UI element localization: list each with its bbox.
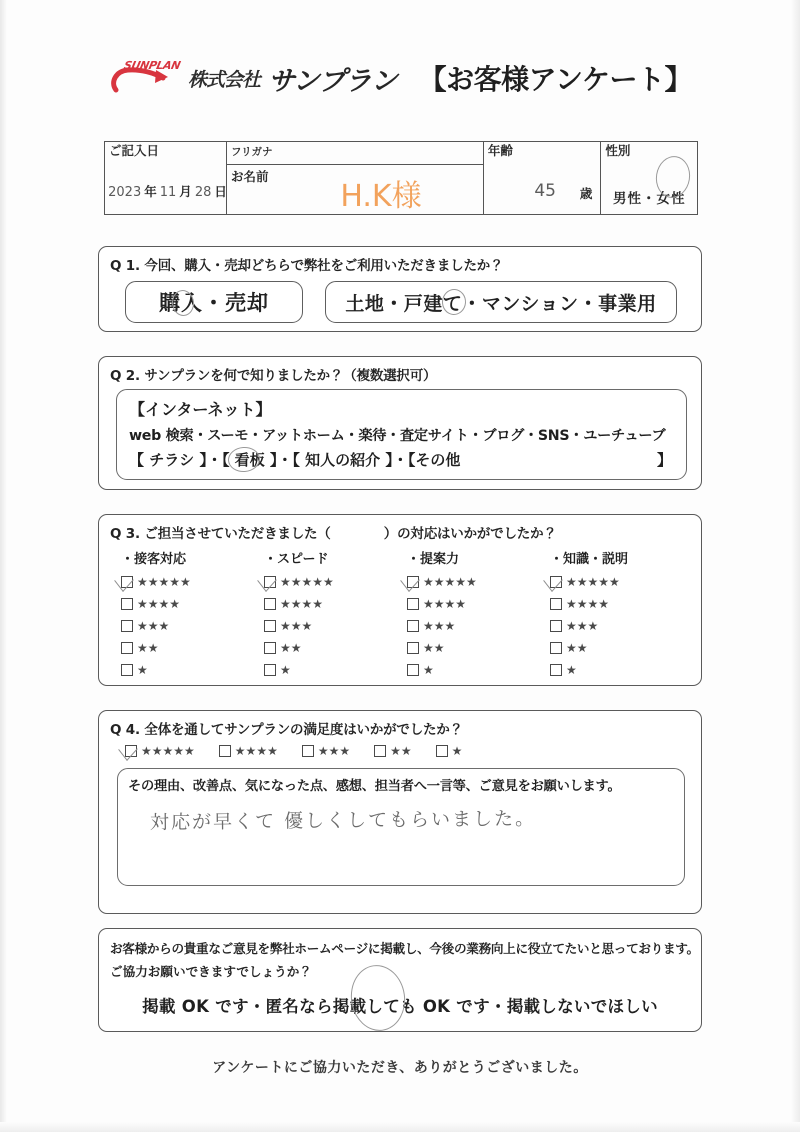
question-2-heading: Q 2. サンプランを何で知りましたか？（複数選択可）	[110, 368, 437, 384]
scan-edge-bottom	[0, 1122, 800, 1132]
scan-edge-right	[791, 0, 800, 1132]
q3-c1-stars-5: ★★★★★	[280, 574, 334, 589]
date-day-value: 28	[194, 184, 212, 200]
q3-c2-row-2[interactable]	[407, 640, 550, 655]
question-4-heading: Q 4. 全体を通してサンプランの満足度はいかがでしたか？	[110, 722, 463, 738]
q3-c1-row-5[interactable]	[264, 574, 407, 589]
furigana-label-text: フリガナ	[231, 146, 273, 158]
q1-option-property-type[interactable]	[325, 281, 677, 323]
checkbox-icon[interactable]	[219, 745, 231, 757]
q3-c1-row-3[interactable]	[264, 618, 407, 633]
q3-column-proposal	[407, 548, 550, 684]
q4-stars-4: ★★★★	[234, 743, 278, 758]
date-year-unit: 年	[144, 183, 157, 199]
date-month-value: 11	[159, 184, 177, 200]
q3-c3-row-4[interactable]	[550, 596, 693, 611]
q4-comment-label: その理由、改善点、気になった点、感想、担当者へ一言等、ご意見をお願いします。	[128, 779, 621, 794]
q3-c1-row-2[interactable]	[264, 640, 407, 655]
q3-c1-stars-3: ★★★	[280, 618, 313, 633]
checkbox-icon[interactable]	[407, 576, 419, 588]
checkbox-icon[interactable]	[121, 642, 133, 654]
q3-c1-row-4[interactable]	[264, 596, 407, 611]
q3-c0-row-1[interactable]	[121, 662, 264, 677]
q3-c2-stars-4: ★★★★	[423, 596, 467, 611]
scan-edge-left	[0, 0, 7, 1132]
q3-col-0-label: ・接客対応	[121, 552, 187, 567]
q3-column-customer-service	[121, 548, 264, 684]
q3-c2-row-5[interactable]	[407, 574, 550, 589]
q4-comment-value: 対応が早くて 優しくしてもらいました。	[149, 807, 537, 834]
consent-options-label: 掲載 OK です・匿名なら掲載しても OK です・掲載しないでほしい	[142, 997, 658, 1016]
date-year-value: 2023	[108, 184, 142, 200]
checkbox-icon[interactable]	[374, 745, 386, 757]
age-label: 年齢	[487, 143, 513, 158]
checkbox-icon[interactable]	[264, 598, 276, 610]
q1-option-1-label: 購入・売却	[159, 291, 269, 315]
q3-c3-stars-2: ★★	[566, 640, 588, 655]
consent-line-2: ご協力お願いできますでしょうか？	[110, 964, 312, 979]
q3-c3-stars-5: ★★★★★	[566, 574, 620, 589]
q4-stars-5: ★★★★★	[141, 743, 195, 758]
q4-stars-3: ★★★	[317, 743, 351, 758]
q2-options-panel	[116, 389, 687, 480]
q4-stars-2: ★★	[390, 743, 412, 758]
q3-c0-row-3[interactable]	[121, 618, 264, 633]
customer-name-value: H.K様	[340, 178, 422, 214]
checkbox-icon[interactable]	[264, 664, 276, 676]
q4-row-2[interactable]	[374, 743, 412, 758]
q3-c2-row-4[interactable]	[407, 596, 550, 611]
q4-row-3[interactable]	[302, 743, 350, 758]
q3-column-knowledge	[550, 548, 693, 684]
logo-wordmark: SUNPLAN	[122, 59, 182, 72]
date-label: ご記入日	[109, 143, 160, 158]
checkbox-icon[interactable]	[550, 664, 562, 676]
checkbox-icon[interactable]	[264, 642, 276, 654]
checkbox-icon[interactable]	[550, 598, 562, 610]
q3-c2-stars-5: ★★★★★	[423, 574, 477, 589]
gender-label: 性別	[605, 143, 631, 158]
q1-option-2-label: 土地・戸建て・マンション・事業用	[345, 292, 657, 315]
checkbox-icon[interactable]	[121, 664, 133, 676]
checkbox-icon[interactable]	[125, 745, 137, 757]
date-month-unit: 月	[179, 183, 192, 199]
sunplan-logo-icon	[108, 58, 182, 98]
q3-c3-row-3[interactable]	[550, 618, 693, 633]
q3-c0-stars-1: ★	[137, 662, 148, 677]
q2-internet-options[interactable]: web 検索・スーモ・アットホーム・楽待・査定サイト・ブログ・SNS・ユーチューブ	[129, 428, 666, 444]
q3-c3-row-1[interactable]	[550, 662, 693, 677]
q3-col-1-label: ・スピード	[264, 552, 329, 567]
q2-other-bracket-close: 】	[656, 451, 672, 469]
furigana-label	[227, 142, 483, 165]
q3-col-3-label: ・知識・説明	[550, 552, 629, 567]
q3-col-2-label: ・提案力	[407, 552, 460, 567]
q3-column-speed	[264, 548, 407, 684]
checkbox-icon[interactable]	[407, 664, 419, 676]
q4-stars-1: ★	[451, 743, 463, 758]
checkbox-icon[interactable]	[264, 620, 276, 632]
checkbox-icon[interactable]	[436, 745, 448, 757]
q3-c3-row-2[interactable]	[550, 640, 693, 655]
gender-value-row	[601, 165, 697, 216]
name-cell	[227, 142, 484, 214]
consent-options[interactable]	[99, 993, 701, 1017]
age-cell	[484, 142, 602, 214]
respondent-info-table	[104, 141, 698, 215]
checkbox-icon[interactable]	[121, 598, 133, 610]
q3-c3-stars-1: ★	[566, 662, 577, 677]
question-1-heading: Q 1. 今回、購入・売却どちらで弊社をご利用いただきましたか？	[110, 258, 504, 274]
question-2-box	[98, 356, 702, 490]
q4-comment-box[interactable]	[117, 768, 685, 886]
company-prefix: 株式会社	[188, 68, 261, 91]
q4-row-4[interactable]	[219, 743, 278, 758]
q1-option-transaction-type[interactable]	[125, 281, 303, 323]
q3-c1-stars-2: ★★	[280, 640, 302, 655]
checkbox-icon[interactable]	[121, 620, 133, 632]
q2-internet-category[interactable]: 【インターネット】	[129, 400, 272, 419]
question-3-heading: Q 3. ご担当させていただきました（ ）の対応はいかがでしたか？	[110, 526, 557, 542]
q3-c2-row-1[interactable]	[407, 662, 550, 677]
checkbox-icon[interactable]	[407, 642, 419, 654]
footer-thanks: アンケートにご協力いただき、ありがとうございました。	[212, 1060, 588, 1076]
age-unit: 歳	[579, 186, 593, 201]
q3-c2-row-3[interactable]	[407, 618, 550, 633]
q3-c3-stars-3: ★★★	[566, 618, 599, 633]
page-header	[0, 58, 800, 98]
checkbox-icon[interactable]	[550, 642, 562, 654]
q3-c0-row-2[interactable]	[121, 640, 264, 655]
q3-c1-row-1[interactable]	[264, 662, 407, 677]
q3-c1-stars-1: ★	[280, 662, 291, 677]
publication-consent-box	[98, 928, 702, 1032]
q4-row-1[interactable]	[436, 743, 463, 758]
question-1-box	[98, 246, 702, 332]
name-label: お名前	[231, 169, 269, 184]
brand-name: サンプラン	[268, 65, 397, 97]
q3-c0-stars-5: ★★★★★	[137, 574, 191, 589]
checkbox-icon[interactable]	[264, 576, 276, 588]
q3-c0-stars-4: ★★★★	[137, 596, 181, 611]
age-value: 45	[534, 180, 556, 201]
checkbox-icon[interactable]	[407, 620, 419, 632]
q3-rating-grid	[99, 542, 701, 684]
gender-options: 男性・女性	[612, 190, 686, 207]
checkbox-icon[interactable]	[550, 620, 562, 632]
checkbox-icon[interactable]	[302, 745, 314, 757]
q3-c2-stars-3: ★★★	[423, 618, 456, 633]
q3-c0-row-4[interactable]	[121, 596, 264, 611]
date-cell	[105, 142, 227, 214]
q4-rating-row	[99, 738, 701, 758]
date-day-unit: 日	[214, 183, 227, 199]
q3-c0-stars-3: ★★★	[137, 618, 170, 633]
date-value	[105, 165, 226, 216]
gender-cell	[601, 142, 697, 214]
q3-c3-row-5[interactable]	[550, 574, 693, 589]
page-title: 【お客様アンケート】	[418, 63, 692, 96]
q2-other-options[interactable]	[129, 449, 674, 470]
q4-row-5[interactable]	[125, 743, 195, 758]
q2-other-options-text: 【 チラシ 】・【 看板 】・【 知人の紹介 】・【その他	[129, 451, 461, 469]
q3-c1-stars-4: ★★★★	[280, 596, 324, 611]
consent-line-1: お客様からの貴重なご意見を弊社ホームページに掲載し、今後の業務向上に役立てたいと思っております。	[110, 941, 699, 956]
q3-c0-row-5[interactable]	[121, 574, 264, 589]
question-3-box	[98, 514, 702, 686]
q3-c0-stars-2: ★★	[137, 640, 159, 655]
q3-c2-stars-1: ★	[423, 662, 434, 677]
checkbox-icon[interactable]	[550, 576, 562, 588]
checkbox-icon[interactable]	[121, 576, 133, 588]
question-4-box	[98, 710, 702, 914]
checkbox-icon[interactable]	[407, 598, 419, 610]
q3-c2-stars-2: ★★	[423, 640, 445, 655]
q3-c3-stars-4: ★★★★	[566, 596, 610, 611]
